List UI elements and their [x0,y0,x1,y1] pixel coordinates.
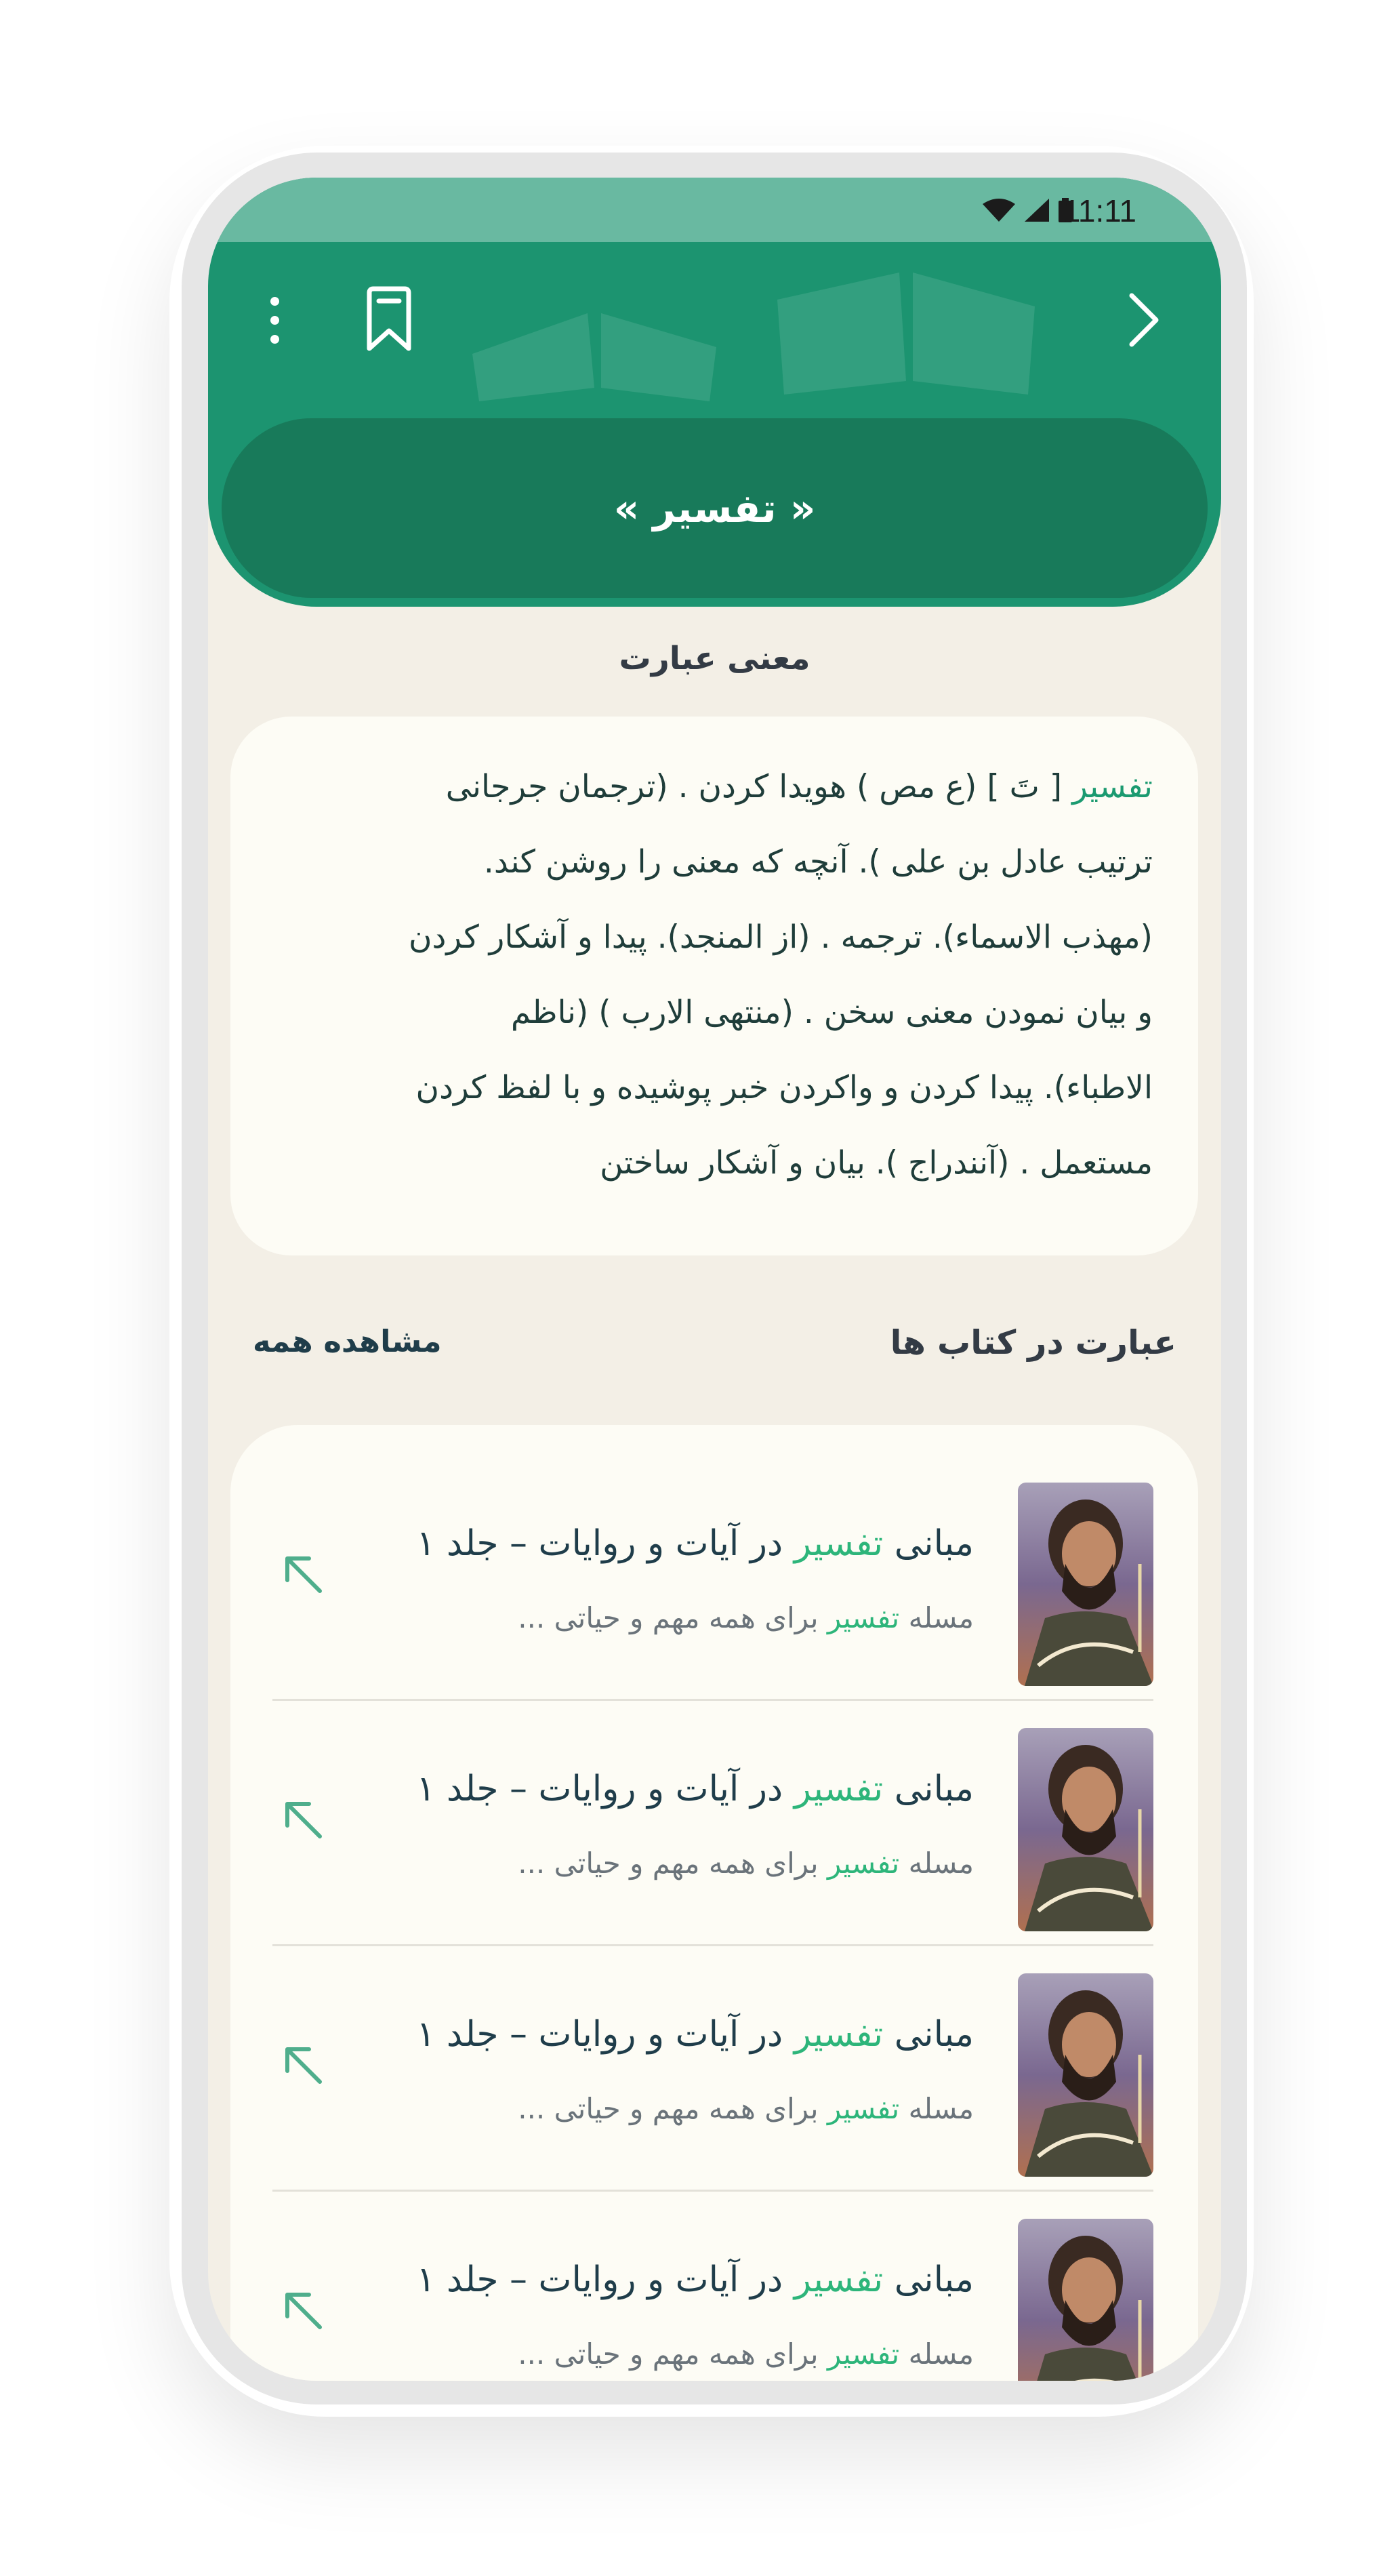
view-all-link[interactable]: مشاهده همه [253,1323,442,1359]
open-arrow-icon[interactable] [279,2041,327,2089]
book-snippet: مسله تفسیر برای همه مهم و حیاتی ... [518,1601,974,1634]
book-snippet: مسله تفسیر برای همه مهم و حیاتی ... [518,1847,974,1880]
meaning-phonetic: [ تَ ] [987,768,1063,805]
open-arrow-icon[interactable] [279,2287,327,2334]
chevron-right-icon[interactable] [1120,286,1167,354]
meaning-line: (مهذب الاسماء). ترجمه . (از المنجد). پیدا و آشکار کردن [408,919,1153,956]
open-arrow-icon[interactable] [279,1550,327,1598]
book-cover-image [1018,1483,1153,1686]
book-title: مبانی تفسیر در آیات و روایات – جلد ۱ [416,2014,974,2055]
meaning-heading: معنی عبارت [619,640,810,677]
book-list-item[interactable] [272,1701,1153,1946]
book-list-item[interactable] [272,1946,1153,2192]
meaning-line: الاطباء). پیدا کردن و واکردن خبر پوشیده و با لفظ کردن [415,1069,1153,1106]
book-snippet: مسله تفسیر برای همه مهم و حیاتی ... [518,2337,974,2371]
open-arrow-icon[interactable] [279,1796,327,1843]
meaning-text [258,749,1153,1201]
book-title: مبانی تفسیر در آیات و روایات – جلد ۱ [416,1769,974,1809]
books-list [230,1425,1198,2381]
header [208,178,1221,607]
meaning-line: مستعمل . (آنندراج ). بیان و آشکار ساختن [600,1144,1153,1182]
book-snippet: مسله تفسیر برای همه مهم و حیاتی ... [518,2092,974,2125]
book-title: مبانی تفسیر در آیات و روایات – جلد ۱ [416,2259,974,2300]
meaning-card [230,717,1198,1255]
meaning-term: تفسیر [1072,768,1153,805]
book-list-item[interactable] [272,1455,1153,1701]
status-time: 11:11 [1063,193,1136,228]
book-cover-image [1018,2219,1153,2381]
wifi-icon [983,199,1015,222]
cellular-signal-icon [1025,199,1049,222]
status-icons [983,198,1072,222]
meaning-line: و بیان نمودن معنی سخن . (منتهی الارب ) (ناظم [510,994,1153,1031]
meaning-line: تفسیر [ تَ ] (ع مص ) هویدا کردن . (ترجمان جرجانی [445,768,1153,805]
page-title: « تفسیر » [613,485,816,531]
bookmark-icon[interactable] [358,286,419,354]
app-screen [208,178,1221,2381]
top-toolbar [208,286,1221,361]
books-section-heading: عبارت در کتاب ها [890,1323,1176,1362]
book-title: مبانی تفسیر در آیات و روایات – جلد ۱ [416,1523,974,1564]
status-bar [208,178,1221,242]
term-title-banner [222,418,1208,598]
book-list-item[interactable] [272,2192,1153,2381]
more-vertical-icon[interactable] [261,290,288,351]
meaning-line: ترتیب عادل بن علی ). آنچه که معنی را روشن کند. [483,843,1153,881]
book-cover-image [1018,1973,1153,2177]
book-cover-image [1018,1728,1153,1931]
